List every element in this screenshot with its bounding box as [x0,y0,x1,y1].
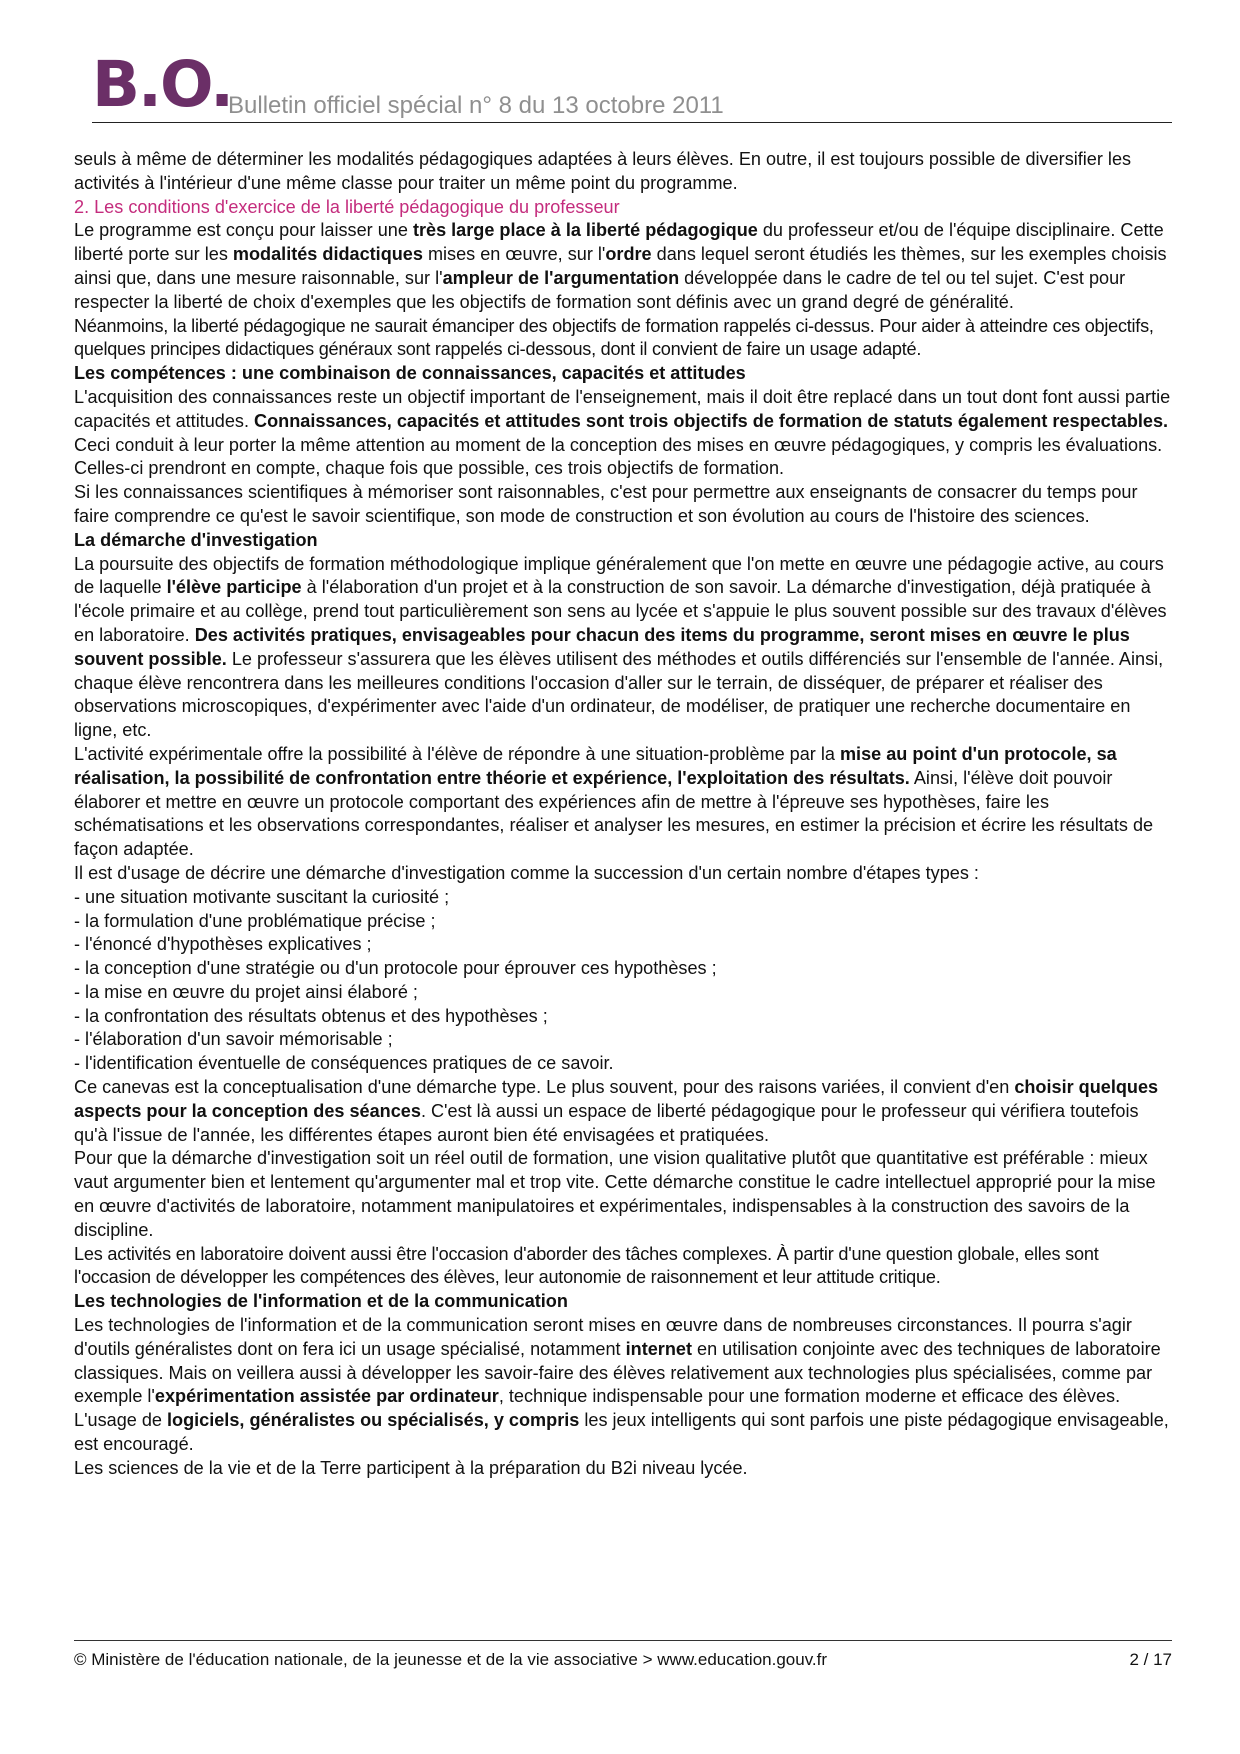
footer-copyright: © Ministère de l'éducation nationale, de la jeunesse et de la vie associative > www.education.gouv.fr [74,1650,828,1669]
paragraph-technologies: Les technologies de l'information et de la communication seront mises en œuvre dans de nombreuses circonstances. Il pourra s'agir d'outils généralistes dont on fera ici un usage spécialisé, notamment internet en utilisation conjointe avec des techniques de laboratoire classiques. Mais on veillera aussi à développer les savoir-faire des élèves relativement aux technologies plus spécialisées, comme par exemple l'expérimentation assistée par ordinateur, technique indispensable pour une formation moderne et efficace des élèves. [74,1315,1161,1407]
list-item: - l'élaboration d'un savoir mémorisable ; [74,1029,393,1050]
bo-logo: B.O. [92,48,233,121]
document-body [74,148,1172,1481]
paragraph-connaissances-scientifiques: Si les connaissances scientifiques à mémoriser sont raisonnables, c'est pour permettre aux enseignants de consacrer du temps pour faire comprendre ce qu'est le savoir scientifique, son mode de construction et son évolution au cours de l'histoire des sciences. [74,482,1138,526]
paragraph-outil-formation: Pour que la démarche d'investigation soit un réel outil de formation, une vision qualitative plutôt que quantitative est préférable : mieux vaut argumenter bien et lentement qu'argumenter mal et trop vite. Cette démarche constitue le cadre intellectuel approprié pour la mise en œuvre d'activités de laboratoire, notamment manipulatoires et expérimentales, indispensables à la construction des savoirs de la discipline. [74,1148,1156,1240]
header-divider [92,122,1172,123]
paragraph-acquisition: L'acquisition des connaissances reste un objectif important de l'enseignement, mais il doit être replacé dans un tout dont font aussi partie capacités et attitudes. Connaissances, capacités et attitudes sont trois objectifs de formation de statuts également respectables. Ceci conduit à leur porter la même attention au moment de la conception des mises en œuvre pédagogiques, y compris les évaluations. Celles-ci prendront en compte, chaque fois que possible, ces trois objectifs de formation. [74,386,1171,479]
list-item: - l'énoncé d'hypothèses explicatives ; [74,934,372,955]
paragraph-activite-experimentale: L'activité expérimentale offre la possibilité à l'élève de répondre à une situation-problème par la mise au point d'un protocole, sa réalisation, la possibilité de confrontation entre théorie et expérience, l'exploitation des résultats. Ainsi, l'élève doit pouvoir élaborer et mettre en œuvre un protocole comportant des expériences afin de mettre à l'épreuve ses hypothèses, faire les schématisations et les observations correspondantes, réaliser et analyser les mesures, en estimer la précision et écrire les résultats de façon adaptée. [74,743,1154,860]
list-item: - la formulation d'une problématique précise ; [74,910,436,931]
section-2-title: 2. Les conditions d'exercice de la liberté pédagogique du professeur [74,196,620,217]
paragraph-logiciels: L'usage de logiciels, généralistes ou spécialisés, y compris les jeux intelligents qui sont parfois une piste pédagogique envisageable, est encouragé. [74,1410,1169,1455]
intro-paragraph: seuls à même de déterminer les modalités pédagogiques adaptées à leurs élèves. En outre, il est toujours possible de diversifier les activités à l'intérieur d'une même classe pour traiter un même point du programme. [74,149,1132,193]
list-item: - la conception d'une stratégie ou d'un protocole pour éprouver ces hypothèses ; [74,958,717,979]
page-footer [74,1648,1172,1672]
footer-divider [74,1640,1172,1641]
paragraph-taches-complexes: Les activités en laboratoire doivent aussi être l'occasion d'aborder des tâches complexes. À partir d'une question globale, elles sont l'occasion de développer les compétences des élèves, leur autonomie de raisonnement et leur attitude critique. [74,1243,1099,1288]
page-number: 2 / 17 [1129,1650,1172,1669]
page-header [92,48,1172,122]
heading-demarche: La démarche d'investigation [74,529,318,550]
heading-competences: Les compétences : une combinaison de connaissances, capacités et attitudes [74,363,746,384]
paragraph-neanmoins: Néanmoins, la liberté pédagogique ne saurait émanciper des objectifs de formation rappelés ci-dessus. Pour aider à atteindre ces objectifs, quelques principes didactiques généraux sont rappelés ci-dessous, dont il convient de faire un usage adapté. [74,315,1154,360]
bulletin-title: Bulletin officiel spécial n° 8 du 13 octobre 2011 [228,92,724,119]
heading-tic: Les technologies de l'information et de la communication [74,1291,568,1312]
list-item: - la mise en œuvre du projet ainsi élaboré ; [74,981,418,1002]
paragraph-etapes-intro: Il est d'usage de décrire une démarche d'investigation comme la succession d'un certain nombre d'étapes types : [74,862,979,883]
paragraph-b2i: Les sciences de la vie et de la Terre participent à la préparation du B2i niveau lycée. [74,1457,748,1478]
paragraph-canevas: Ce canevas est la conceptualisation d'une démarche type. Le plus souvent, pour des raisons variées, il convient d'en choisir quelques aspects pour la conception des séances. C'est là aussi un espace de liberté pédagogique pour le professeur qui vérifiera toutefois qu'à l'issue de l'année, les différentes étapes auront bien été envisagées et pratiquées. [74,1077,1159,1145]
paragraph-poursuite: La poursuite des objectifs de formation méthodologique implique généralement que l'on mette en œuvre une pédagogie active, au cours de laquelle l'élève participe à l'élaboration d'un projet et à la construction de son savoir. La démarche d'investigation, déjà pratiquée à l'école primaire et au collège, prend tout particulièrement son sens au lycée et s'appuie le plus souvent possible sur des travaux d'élèves en laboratoire. Des activités pratiques, envisageables pour chacun des items du programme, seront mises en œuvre le plus souvent possible. Le professeur s'assurera que les élèves utilisent des méthodes et outils différenciés sur l'ensemble de l'année. Ainsi, chaque élève rencontrera dans les meilleures conditions l'occasion d'aller sur le terrain, de disséquer, de préparer et réaliser des observations microscopiques, d'expérimenter avec l'aide d'un ordinateur, de modéliser, de pratiquer une recherche documentaire en ligne, etc. [74,553,1167,741]
list-item: - l'identification éventuelle de conséquences pratiques de ce savoir. [74,1053,614,1074]
list-item: - une situation motivante suscitant la curiosité ; [74,886,450,907]
steps-list [74,886,1172,1076]
list-item: - la confrontation des résultats obtenus et des hypothèses ; [74,1005,548,1026]
paragraph-liberte: Le programme est conçu pour laisser une très large place à la liberté pédagogique du professeur et/ou de l'équipe disciplinaire. Cette liberté porte sur les modalités didactiques mises en œuvre, sur l'ordre dans lequel seront étudiés les thèmes, sur les exemples choisis ainsi que, dans une mesure raisonnable, sur l'ampleur de l'argumentation développée dans le cadre de tel ou tel sujet. C'est pour respecter la liberté de choix d'exemples que les objectifs de formation sont définis avec un grand degré de généralité. [74,220,1167,312]
